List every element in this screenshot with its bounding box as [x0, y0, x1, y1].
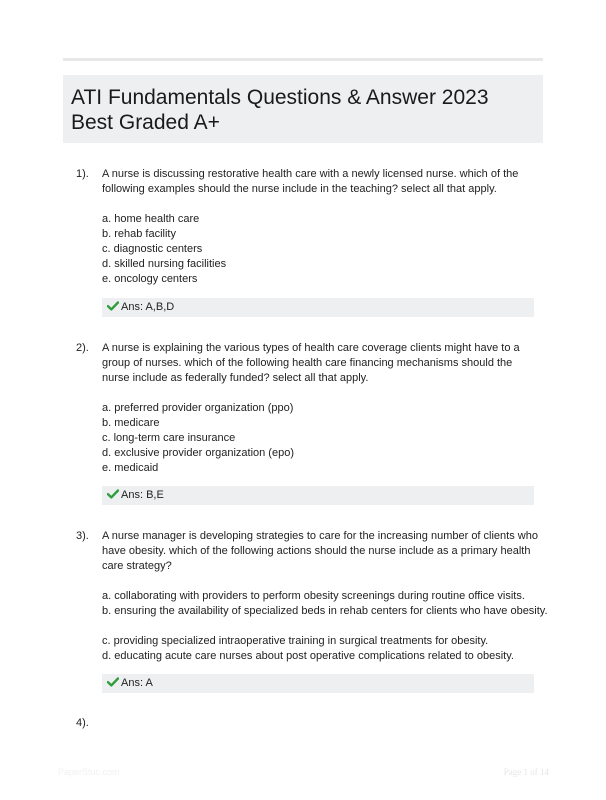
answer-text: Ans: B,E	[121, 489, 164, 501]
question-number: 2).	[76, 342, 89, 354]
question-text: A nurse manager is developing strategies to care for the increasing number of clients who have obesity. which of the following actions should the nurse include as a primary health care strategy?	[102, 530, 538, 572]
option-list	[102, 589, 548, 664]
option-b: b. ensuring the availability of specialized beds in rehab centers for clients who have obesity.	[102, 605, 548, 617]
option-c: c. diagnostic centers	[102, 243, 203, 255]
top-divider	[63, 58, 543, 61]
footer-site: PaperStuc.com	[58, 767, 120, 777]
option-a: a. preferred provider organization (ppo)	[102, 402, 294, 414]
answer-box	[102, 298, 534, 317]
question-number: 1).	[76, 168, 89, 180]
option-list	[102, 212, 542, 287]
answer-text: Ans: A,B,D	[121, 301, 175, 313]
option-e: e. medicaid	[102, 462, 159, 474]
answer-box	[102, 486, 534, 505]
option-list	[102, 401, 542, 476]
checkmark-icon	[107, 489, 119, 499]
checkmark-icon	[107, 677, 119, 687]
title-banner	[63, 75, 543, 143]
option-b: b. rehab facility	[102, 228, 176, 240]
option-c: c. providing specialized intraoperative training in surgical treatments for obesity.	[102, 635, 489, 647]
checkmark-icon	[107, 301, 119, 311]
option-a: a. collaborating with providers to perform obesity screenings during routine office visits.	[102, 590, 525, 602]
option-e: e. oncology centers	[102, 273, 198, 285]
answer-box	[102, 674, 534, 693]
question-number: 4).	[76, 717, 89, 729]
option-d: d. exclusive provider organization (epo)	[102, 447, 294, 459]
footer-page-number: Page 1 of 14	[503, 767, 549, 777]
question-number: 3).	[76, 530, 89, 542]
option-c: c. long-term care insurance	[102, 432, 236, 444]
answer-text: Ans: A	[121, 677, 153, 689]
option-b: b. medicare	[102, 417, 160, 429]
option-d: d. educating acute care nurses about post operative complications related to obesity.	[102, 650, 514, 662]
option-a: a. home health care	[102, 213, 200, 225]
question-text: A nurse is discussing restorative health care with a newly licensed nurse. which of the following examples should the nurse include in the teaching? select all that apply.	[102, 168, 519, 195]
question-text: A nurse is explaining the various types of health care coverage clients might have to a group of nurses. which of the following health care financing mechanisms should the nurse include as federally funded? select all that apply.	[102, 342, 520, 384]
option-d: d. skilled nursing facilities	[102, 258, 227, 270]
page-title: ATI Fundamentals Questions & Answer 2023 Best Graded A+	[71, 86, 489, 134]
